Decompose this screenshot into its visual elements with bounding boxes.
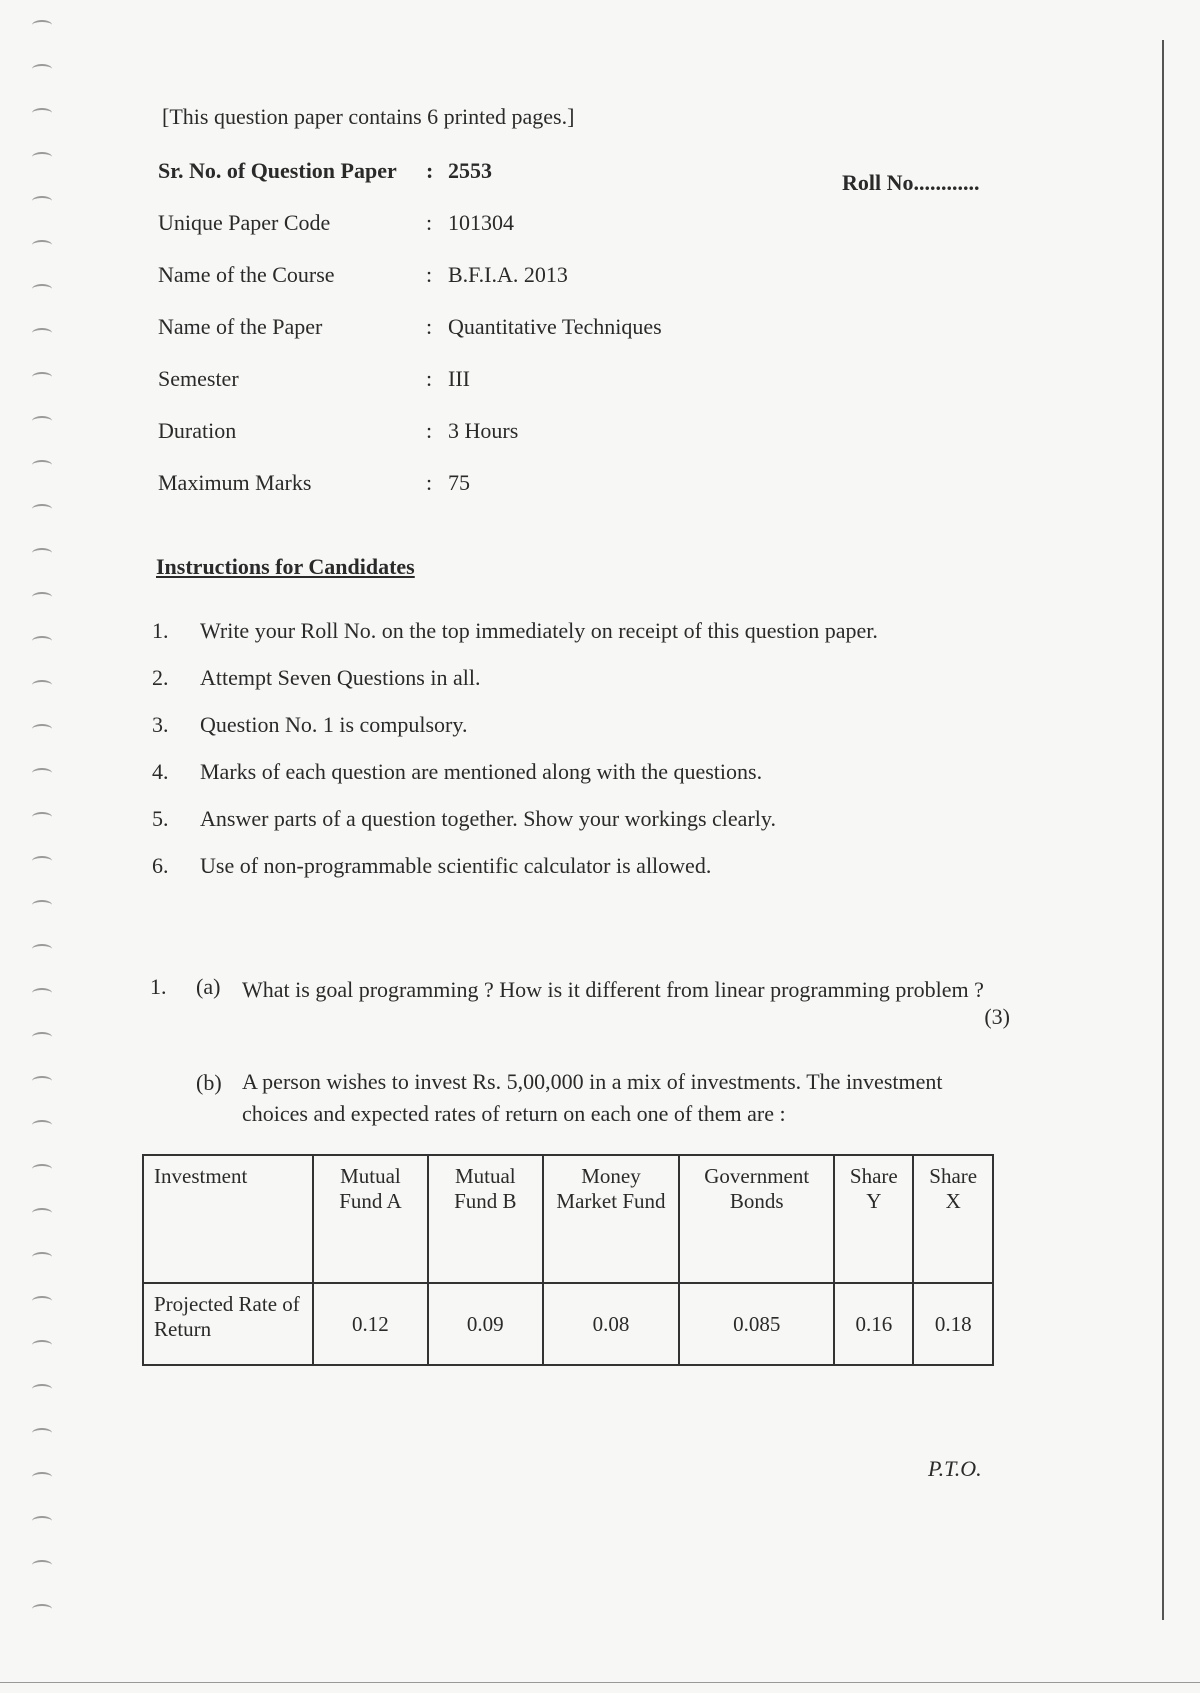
detail-value: B.F.I.A. 2013 — [448, 262, 568, 287]
binding-hole — [32, 1252, 52, 1262]
binding-hole — [32, 196, 52, 206]
binding-hole — [32, 1560, 52, 1570]
table-header-row — [143, 1155, 993, 1283]
detail-value: Quantitative Techniques — [448, 314, 662, 339]
binding-hole — [32, 1472, 52, 1482]
question-text: A person wishes to invest Rs. 5,00,000 in a mix of investments. The investment choices and expected rates of return on each one of them are : — [242, 1069, 943, 1126]
marks: (3) — [984, 1004, 1010, 1029]
binding-hole — [32, 416, 52, 426]
table-cell: 0.12 — [313, 1283, 428, 1365]
binding-hole — [32, 504, 52, 514]
paper-detail-row — [158, 210, 1058, 262]
instruction-number: 2. — [152, 665, 169, 690]
binding-hole — [32, 592, 52, 602]
detail-separator: : — [426, 262, 433, 287]
binding-hole — [32, 152, 52, 162]
binding-hole — [32, 108, 52, 118]
binding-hole — [32, 812, 52, 822]
instruction-text: Marks of each question are mentioned along with the questions. — [200, 759, 763, 784]
binding-hole — [32, 328, 52, 338]
pages-note: [This question paper contains 6 printed pages.] — [162, 104, 575, 129]
paper-detail-row — [158, 158, 1058, 210]
binding-hole — [32, 1384, 52, 1394]
instruction-number: 1. — [152, 618, 169, 643]
binding-hole — [32, 680, 52, 690]
part-label: (a) — [196, 974, 221, 999]
paper-detail-row — [158, 366, 1058, 418]
page-edge-line — [1162, 40, 1164, 1620]
binding-hole — [32, 856, 52, 866]
instruction-item — [152, 759, 1032, 806]
binding-hole — [32, 944, 52, 954]
binding-hole — [32, 1120, 52, 1130]
part-label: (b) — [196, 1070, 222, 1095]
instruction-item — [152, 618, 1032, 665]
paper-detail-row — [158, 470, 1058, 522]
detail-label: Unique Paper Code — [158, 210, 331, 235]
detail-label: Maximum Marks — [158, 470, 312, 495]
detail-separator: : — [426, 210, 433, 235]
detail-separator: : — [426, 314, 433, 339]
instruction-number: 6. — [152, 853, 169, 878]
question-text: What is goal programming ? How is it different from linear programming problem ? — [242, 977, 984, 1002]
paper-detail-row — [158, 418, 1058, 470]
binding-hole — [32, 1032, 52, 1042]
detail-label: Duration — [158, 418, 237, 443]
question-number: 1. — [150, 974, 167, 999]
investment-table — [142, 1154, 994, 1366]
binding-hole — [32, 988, 52, 998]
detail-separator: : — [426, 158, 434, 183]
binding-hole — [32, 1164, 52, 1174]
binding-hole — [32, 768, 52, 778]
instruction-number: 5. — [152, 806, 169, 831]
instruction-text: Write your Roll No. on the top immediately on receipt of this question paper. — [200, 618, 878, 643]
binding-hole — [32, 1340, 52, 1350]
binding-hole — [32, 1516, 52, 1526]
binding-hole — [32, 1296, 52, 1306]
paper-details — [158, 158, 1058, 522]
instruction-text: Answer parts of a question together. Show your workings clearly. — [200, 806, 776, 831]
table-row — [143, 1283, 993, 1365]
detail-separator: : — [426, 418, 433, 443]
table-cell: 0.09 — [428, 1283, 543, 1365]
table-column-header: Mutual Fund A — [313, 1155, 428, 1283]
binding-hole — [32, 1076, 52, 1086]
detail-label: Sr. No. of Question Paper — [158, 158, 397, 183]
instructions-title: Instructions for Candidates — [156, 554, 415, 579]
instructions-list — [152, 618, 1032, 900]
table-header-label: Investment — [143, 1155, 313, 1283]
table-column-header: Mutual Fund B — [428, 1155, 543, 1283]
table-row-label: Projected Rate of Return — [143, 1283, 313, 1365]
binding-hole — [32, 460, 52, 470]
binding-hole — [32, 1604, 52, 1614]
instruction-item — [152, 806, 1032, 853]
pto-note: P.T.O. — [928, 1456, 982, 1481]
instruction-text: Question No. 1 is compulsory. — [200, 712, 468, 737]
table-column-header: Government Bonds — [679, 1155, 834, 1283]
instruction-text: Attempt Seven Questions in all. — [200, 665, 481, 690]
detail-value: 75 — [448, 470, 470, 495]
binding-hole — [32, 636, 52, 646]
binding-hole — [32, 240, 52, 250]
detail-value: 101304 — [448, 210, 514, 235]
detail-label: Name of the Paper — [158, 314, 323, 339]
detail-label: Name of the Course — [158, 262, 335, 287]
table-cell: 0.16 — [834, 1283, 913, 1365]
detail-separator: : — [426, 366, 433, 391]
paper-detail-row — [158, 262, 1058, 314]
detail-value: 3 Hours — [448, 418, 519, 443]
binding-hole — [32, 548, 52, 558]
table-column-header: Share X — [913, 1155, 993, 1283]
detail-label: Semester — [158, 366, 239, 391]
question-1b — [196, 1066, 1006, 1130]
table-cell: 0.18 — [913, 1283, 993, 1365]
page-bottom-line — [0, 1682, 1200, 1683]
table-column-header: Share Y — [834, 1155, 913, 1283]
roll-number-field: Roll No............ — [842, 170, 980, 195]
detail-value: III — [448, 366, 470, 391]
detail-value: 2553 — [448, 158, 492, 183]
table-cell: 0.08 — [543, 1283, 680, 1365]
binding-hole — [32, 64, 52, 74]
detail-separator: : — [426, 470, 433, 495]
binding-hole — [32, 1428, 52, 1438]
instruction-item — [152, 712, 1032, 759]
binding-hole — [32, 900, 52, 910]
binding-hole — [32, 724, 52, 734]
instruction-item — [152, 665, 1032, 712]
binding-hole — [32, 372, 52, 382]
table-column-header: Money Market Fund — [543, 1155, 680, 1283]
binding-hole — [32, 1208, 52, 1218]
question-1a — [150, 974, 1010, 1030]
binding-hole — [32, 20, 52, 30]
instruction-text: Use of non-programmable scientific calculator is allowed. — [200, 853, 712, 878]
paper-detail-row — [158, 314, 1058, 366]
binding-holes — [32, 20, 62, 1660]
instruction-item — [152, 853, 1032, 900]
instruction-number: 3. — [152, 712, 169, 737]
binding-hole — [32, 284, 52, 294]
table-cell: 0.085 — [679, 1283, 834, 1365]
instruction-number: 4. — [152, 759, 169, 784]
